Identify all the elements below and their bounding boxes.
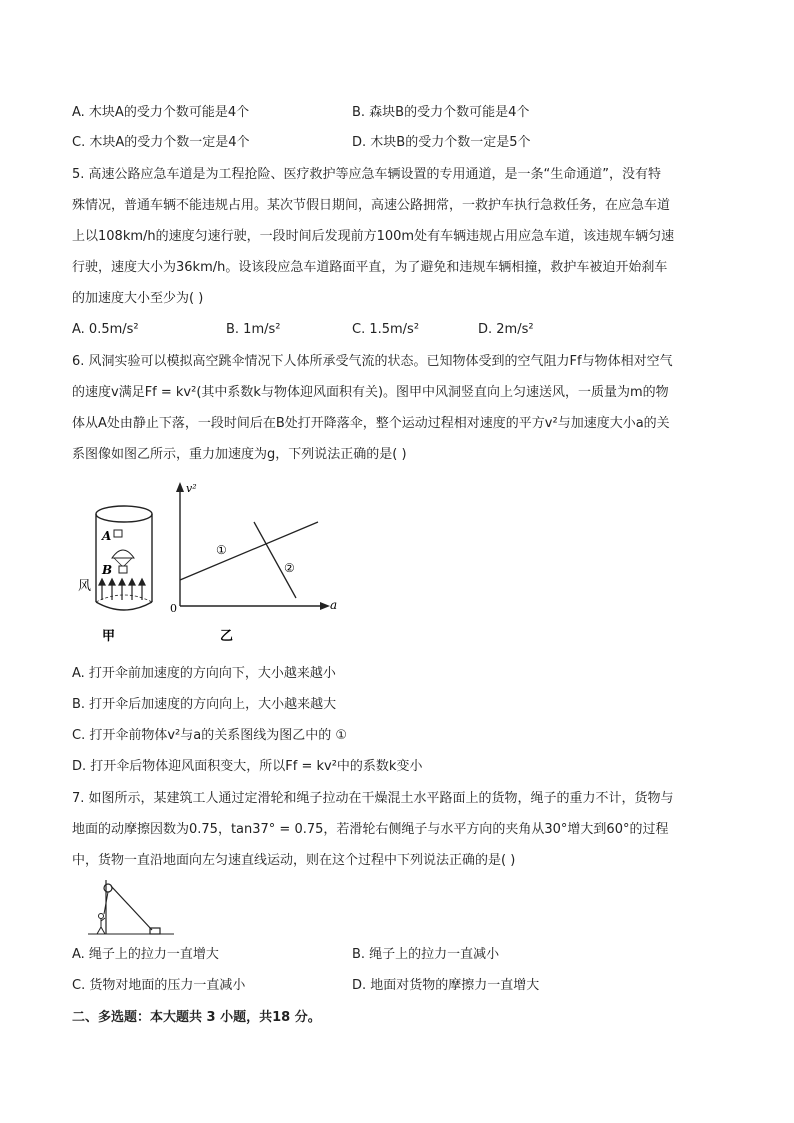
q4-option-d: D. 木块B的受力个数一定是5个 [352,135,531,150]
figure-jia-label: 甲 [102,629,116,644]
q6-option-d: D. 打开伞后物体迎风面积变大，所以Ff = kv²中的系数k变小 [72,759,423,774]
y-axis-label: v² [186,482,197,495]
q7-option-d: D. 地面对货物的摩擦力一直增大 [352,978,540,993]
q5-line-3: 上以108km/h的速度匀速行驶，一段时间后发现前方100m处有车辆违规占用应急车道，该违规车辆匀速 [72,229,675,244]
q6-figure-yi [166,478,346,650]
q4-option-a: A. 木块A的受力个数可能是4个 [72,105,250,120]
q7-line-2: 地面的动摩擦因数为0.75，tan37° = 0.75，若滑轮右侧绳子与水平方向的夹角从30°增大到60°的过程 [72,822,669,837]
q7-option-b: B. 绳子上的拉力一直减小 [352,947,500,962]
pulley-icon [104,884,112,892]
q6-option-c: C. 打开伞前物体v²与a的关系图线为图乙中的 ① [72,728,347,743]
wind-label: 风 [78,579,92,594]
q6-line-2: 的速度v满足Ff = kv²(其中系数k与物体迎风面积有关)。图甲中风洞竖直向上匀速送风，一质量为m的物 [72,385,669,400]
q7-line-3: 中，货物一直沿地面向左匀速直线运动，则在这个过程中下列说法正确的是( ) [72,853,516,868]
q5-line-5: 的加速度大小至少为( ) [72,291,204,306]
line-2-label: ② [284,561,295,575]
origin-label: 0 [170,602,177,615]
q7-figure [88,876,178,938]
q5-line-4: 行驶，速度大小为36km/h。设该段应急车道路面平直，为了避免和违规车辆相撞，救护车被迫开始刹车 [72,260,668,275]
q5-option-b: B. 1m/s² [226,322,281,337]
q6-option-a: A. 打开伞前加速度的方向向下，大小越来越小 [72,666,336,681]
q5-line-2: 殊情况，普通车辆不能违规占用。某次节假日期间，高速公路拥常，一救护车执行急救任务，在应急车道 [72,198,671,213]
q5-line-1: 5. 高速公路应急车道是为工程抢险、医疗救护等应急车辆设置的专用通道，是一条“生命通道”，没有特 [72,167,662,182]
q6-figure-jia [72,490,172,650]
point-b-label: B [102,563,113,577]
q5-option-c: C. 1.5m/s² [352,322,420,337]
q6-option-b: B. 打开伞后加速度的方向向上，大小越来越大 [72,697,337,712]
q5-option-d: D. 2m/s² [478,322,534,337]
q7-option-a: A. 绳子上的拉力一直增大 [72,947,219,962]
q4-option-c: C. 木块A的受力个数一定是4个 [72,135,250,150]
q6-line-1: 6. 风洞实验可以模拟高空跳伞情况下人体所承受气流的状态。已知物体受到的空气阻力Ff与物体相对空气 [72,354,673,369]
graph-line-1 [180,522,318,580]
q5-option-a: A. 0.5m/s² [72,322,139,337]
q7-line-1: 7. 如图所示，某建筑工人通过定滑轮和绳子拉动在干燥混土水平路面上的货物，绳子的重力不计，货物与 [72,791,674,806]
point-a-label: A [102,529,112,543]
figure-yi-label: 乙 [220,629,234,644]
q6-line-4: 系图像如图乙所示，重力加速度为g，下列说法正确的是( ) [72,447,407,462]
worker-icon [97,914,105,935]
q4-option-b: B. 森块B的受力个数可能是4个 [352,105,530,120]
rope [111,886,152,930]
line-1-label: ① [216,543,227,557]
x-axis-label: a [330,598,338,612]
q6-line-3: 体从A处由静止下落，一段时间后在B处打开降落伞，整个运动过程相对速度的平方v²与加速度大小a的关 [72,416,670,431]
q7-option-c: C. 货物对地面的压力一直减小 [72,978,246,993]
section-2-heading: 二、多选题：本大题共 3 小题，共18 分。 [72,1010,321,1025]
